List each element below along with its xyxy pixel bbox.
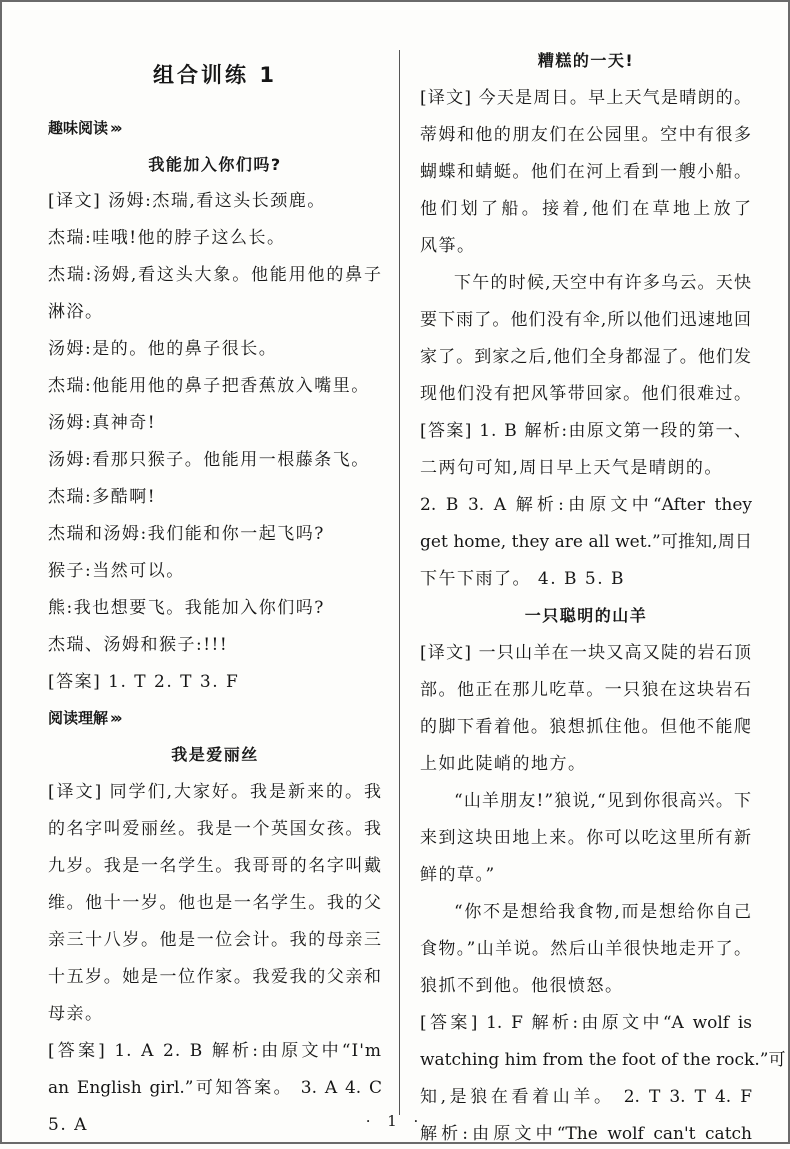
double-chevron-right-icon: ››› <box>110 119 120 137</box>
text-line: 杰瑞、汤姆和猴子:!!! <box>48 635 229 655</box>
text-line: 汤姆:真神奇! <box>48 413 157 433</box>
answer-line: 二两句可知,周日早上天气是晴朗的。 <box>420 458 723 478</box>
text-line: 上如此陡峭的地方。 <box>420 754 587 774</box>
text-line: [译文] 同学们,大家好。我是新来的。我 <box>48 782 382 802</box>
answer-line: an English girl.”可知答案。 3. A 4. C <box>48 1078 382 1098</box>
section-heading-reading-comprehension <box>48 703 382 733</box>
text-line: 杰瑞:哇哦!他的脖子这么长。 <box>48 228 286 248</box>
text-line: 熊:我也想要飞。我能加入你们吗? <box>48 598 325 618</box>
text-line: 杰瑞和汤姆:我们能和你一起飞吗? <box>48 524 325 544</box>
text-line: 蒂姆和他的朋友们在公园里。空中有很多 <box>420 125 752 145</box>
answer-line: [答案] 1. T 2. T 3. F <box>48 672 240 692</box>
answer-line: 2. B 3. A 解析:由原文中“After they <box>420 495 752 515</box>
text-line: 汤姆:是的。他的鼻子很长。 <box>48 339 278 359</box>
text-line: 部。他正在那儿吃草。一只狼在这块岩石 <box>420 680 752 700</box>
text-line: 风筝。 <box>420 236 476 256</box>
text-line: 下午的时候,天空中有许多乌云。天快 <box>454 273 752 293</box>
answer-line: 知,是狼在看着山羊。 2. T 3. T 4. F <box>420 1087 752 1107</box>
answer-line: [答案] 1. A 2. B 解析:由原文中“I'm <box>48 1041 382 1061</box>
text-line: 杰瑞:多酷啊! <box>48 487 157 507</box>
text-line: 的脚下看着他。狼想抓住他。但他不能爬 <box>420 717 752 737</box>
text-line: 九岁。我是一名学生。我哥哥的名字叫戴 <box>48 856 382 876</box>
text-line: 猴子:当然可以。 <box>48 561 185 581</box>
answer-line: [答案] 1. F 解析:由原文中“A wolf is <box>420 1013 752 1033</box>
text-line: 鲜的草。” <box>420 865 496 885</box>
text-line: “你不是想给我食物,而是想给你自己 <box>454 902 752 922</box>
text-line: 来到这块田地上来。你可以吃这里所有新 <box>420 828 752 848</box>
text-line: 狼抓不到他。他很愤怒。 <box>420 976 624 996</box>
text-line: 亲三十八岁。他是一位会计。我的母亲三 <box>48 930 382 950</box>
answer-line: 5. A <box>48 1115 88 1135</box>
text-line: 维。他十一岁。他也是一名学生。我的父 <box>48 893 382 913</box>
section-heading-label: 阅读理解 <box>48 709 109 727</box>
text-line: 家了。到家之后,他们全身都湿了。他们发 <box>420 347 752 367</box>
text-line: [译文] 今天是周日。早上天气是晴朗的。 <box>420 88 752 108</box>
page-title: 组合训练 1 <box>153 63 277 87</box>
text-line: [译文] 汤姆:杰瑞,看这头长颈鹿。 <box>48 191 326 211</box>
text-line: [译文] 一只山羊在一块又高又陡的岩石顶 <box>420 643 752 663</box>
text-line: 汤姆:看那只猴子。他能用一根藤条飞。 <box>48 450 370 470</box>
answer-line: 下午下雨了。 4. B 5. B <box>420 569 626 589</box>
section-heading-fun-reading <box>48 113 382 143</box>
answer-line: get home, they are all wet.”可推知,周日 <box>420 532 752 552</box>
double-chevron-right-icon: ››› <box>110 709 120 727</box>
answer-line: watching him from the foot of the rock.”可 <box>420 1050 786 1070</box>
text-line: 蝴蝶和蜻蜓。他们在河上看到一艘小船。 <box>420 162 752 182</box>
answer-line: 解析:由原文中“The wolf can't catch <box>420 1124 752 1144</box>
text-line: 他们划了船。接着,他们在草地上放了 <box>420 199 752 219</box>
text-line: 杰瑞:汤姆,看这头大象。他能用他的鼻子 <box>48 265 382 285</box>
story-title: 我能加入你们吗? <box>148 155 282 174</box>
text-line: 杰瑞:他能用他的鼻子把香蕉放入嘴里。 <box>48 376 370 396</box>
column-divider <box>399 50 400 1115</box>
text-line: 母亲。 <box>48 1004 104 1024</box>
text-line: 要下雨了。他们没有伞,所以他们迅速地回 <box>420 310 752 330</box>
text-line: 食物。”山羊说。然后山羊很快地走开了。 <box>420 939 752 959</box>
story-title: 糟糕的一天! <box>537 51 635 70</box>
text-line: 十五岁。她是一位作家。我爱我的父亲和 <box>48 967 382 987</box>
section-heading-label: 趣味阅读 <box>48 119 109 137</box>
text-line: 现他们没有把风筝带回家。他们很难过。 <box>420 384 752 404</box>
text-line: “山羊朋友!”狼说,“见到你很高兴。下 <box>454 791 752 811</box>
text-line: 的名字叫爱丽丝。我是一个英国女孩。我 <box>48 819 382 839</box>
answer-line: [答案] 1. B 解析:由原文第一段的第一、 <box>420 421 752 441</box>
page-number: · 1 · <box>365 1112 425 1130</box>
text-line: 淋浴。 <box>48 302 104 322</box>
story-title: 我是爱丽丝 <box>171 745 259 764</box>
story-title: 一只聪明的山羊 <box>524 606 648 625</box>
